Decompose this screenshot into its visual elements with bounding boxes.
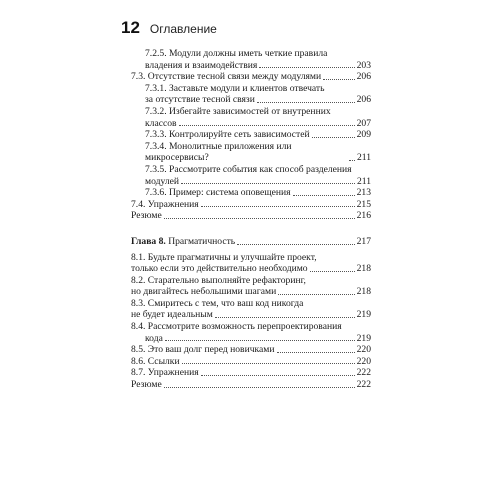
toc-page-number: 213 — [356, 187, 371, 199]
toc-page-number: 218 — [356, 263, 371, 275]
chapter-label: Глава 8. — [131, 235, 166, 247]
toc-entry-title: 7.3. Отсутствие тесной связи между модулями — [131, 71, 322, 83]
toc-entry-summary-7[interactable] — [131, 210, 371, 222]
leader-dots — [257, 102, 355, 103]
toc-entry-7-3-4[interactable] — [131, 141, 371, 164]
toc-entry-7-3-3[interactable] — [131, 129, 371, 141]
toc-entry-7-3-6[interactable] — [131, 187, 371, 199]
leader-dots — [278, 294, 354, 295]
leader-dots — [277, 352, 355, 353]
toc-entry-title: 8.1. Будьте прагматичны и улучшайте проект, — [131, 251, 317, 263]
toc-page-number: 216 — [356, 210, 371, 222]
leader-dots — [201, 375, 355, 376]
toc-entry-title-cont: но двигайтесь небольшими шагами — [131, 286, 277, 298]
toc-entry-7-4[interactable] — [131, 199, 371, 211]
toc-entry-title: 7.3.3. Контролируйте сеть зависимостей — [145, 129, 310, 141]
toc-entry-title: 8.6. Ссылки — [131, 355, 180, 367]
toc-page-number: 222 — [356, 367, 371, 379]
toc-entry-title: 8.2. Старательно выполняйте рефакторинг, — [131, 274, 306, 286]
toc-entry-title: 8.5. Это ваш долг перед новичками — [131, 344, 275, 356]
toc-page-number: 220 — [356, 355, 371, 367]
toc-entry-title: 7.3.4. Монолитные приложения или микросервисы? — [145, 140, 292, 164]
toc-entry-title-cont: кода — [145, 332, 163, 344]
toc-entry-title-cont: только если это действительно необходимо — [131, 263, 308, 275]
toc-entry-8-3[interactable] — [131, 298, 371, 321]
leader-dots — [259, 67, 354, 68]
leader-dots — [201, 206, 355, 207]
toc-entry-title: 8.3. Смиритесь с тем, что ваш код никогда — [131, 297, 304, 309]
toc-entry-title: 8.7. Упражнения — [131, 367, 199, 379]
toc-entry-title-cont: модулей — [145, 175, 180, 187]
toc-entry-8-2[interactable] — [131, 275, 371, 298]
toc-entry-8-4[interactable] — [131, 321, 371, 344]
leader-dots — [182, 363, 355, 364]
leader-dots — [164, 387, 355, 388]
toc-page-number: 211 — [356, 152, 371, 164]
toc-page-number: 211 — [356, 175, 371, 187]
toc-entry-title: 7.3.2. Избегайте зависимостей от внутренних — [145, 105, 331, 117]
toc-entry-title: Резюме — [131, 379, 162, 391]
toc-entry-title: 7.3.6. Пример: система оповещения — [145, 187, 291, 199]
toc-entry-7-3-1[interactable] — [131, 83, 371, 106]
toc-entry-title: 7.4. Упражнения — [131, 198, 199, 210]
running-head: Оглавление — [149, 22, 217, 36]
toc-entry-7-3-2[interactable] — [131, 106, 371, 129]
table-of-contents — [131, 48, 371, 391]
leader-dots — [181, 183, 355, 184]
toc-page-number: 218 — [356, 286, 371, 298]
toc-entry-7-2-5[interactable] — [131, 48, 371, 71]
toc-entry-title: 8.4. Рассмотрите возможность перепроектирования — [131, 321, 342, 333]
leader-dots — [349, 160, 355, 161]
toc-page-number: 207 — [356, 117, 371, 129]
leader-dots — [323, 79, 354, 80]
toc-entry-8-1[interactable] — [131, 252, 371, 275]
toc-page-number: 209 — [356, 129, 371, 141]
toc-page-number: 206 — [356, 94, 371, 106]
leader-dots — [312, 137, 355, 138]
toc-entry-7-3-5[interactable] — [131, 164, 371, 187]
leader-dots — [293, 195, 355, 196]
toc-page-number: 220 — [356, 344, 371, 356]
page-header — [121, 18, 217, 38]
leader-dots — [179, 125, 355, 126]
toc-entry-title: 7.3.5. Рассмотрите события как способ разделения — [145, 163, 352, 175]
toc-page-number: 222 — [356, 379, 371, 391]
toc-entry-title-cont: классов — [145, 117, 177, 129]
toc-entry-title: Резюме — [131, 210, 162, 222]
toc-entry-title: 7.2.5. Модули должны иметь четкие правила — [145, 48, 328, 59]
toc-entry-8-6[interactable] — [131, 356, 371, 368]
leader-dots — [215, 317, 355, 318]
leader-dots — [310, 271, 355, 272]
toc-page-number: 215 — [356, 198, 371, 210]
toc-page-number: 217 — [356, 235, 371, 247]
toc-chapter-heading — [131, 236, 235, 248]
page-number: 12 — [121, 18, 140, 37]
toc-entry-title-cont: за отсутствие тесной связи — [145, 94, 255, 106]
toc-page-number: 203 — [356, 59, 371, 71]
toc-entry-7-3[interactable] — [131, 71, 371, 83]
chapter-title: Прагматичность — [168, 235, 236, 247]
toc-entry-title-cont: владения и взаимодействия — [145, 59, 258, 71]
toc-page-number: 219 — [356, 332, 371, 344]
toc-page-number: 219 — [356, 309, 371, 321]
toc-entry-title-cont: не будет идеальным — [131, 309, 213, 321]
leader-dots — [164, 218, 355, 219]
leader-dots — [237, 244, 354, 245]
toc-entry-8-7[interactable] — [131, 367, 371, 379]
leader-dots — [165, 340, 355, 341]
toc-chapter-8[interactable] — [131, 236, 371, 248]
toc-entry-8-5[interactable] — [131, 344, 371, 356]
toc-entry-title: 7.3.1. Заставьте модули и клиентов отвечать — [145, 82, 325, 94]
toc-entry-summary-8[interactable] — [131, 379, 371, 391]
toc-page-number: 206 — [356, 71, 371, 83]
